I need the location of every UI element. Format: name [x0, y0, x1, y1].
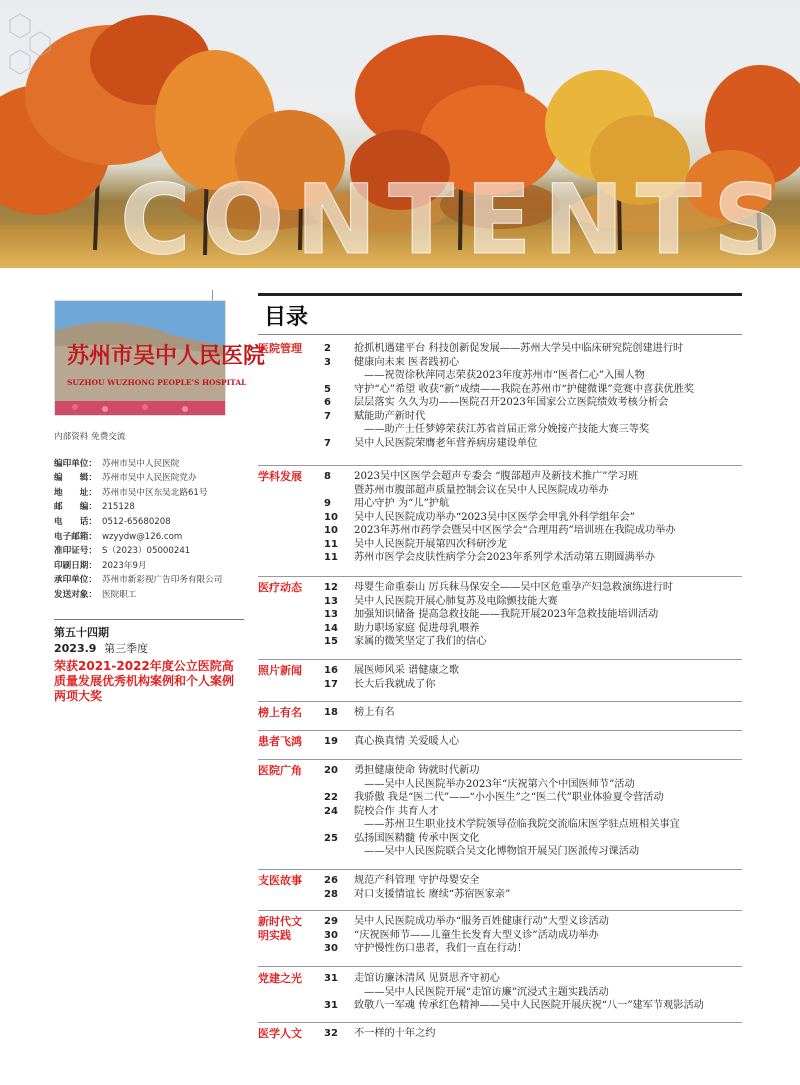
issue-date-line	[54, 641, 148, 657]
toc-entry[interactable]	[324, 706, 742, 720]
toc-entry[interactable]	[324, 942, 742, 956]
toc-entry[interactable]	[324, 888, 742, 902]
toc-entry-title: 赋能助产新时代	[354, 410, 426, 422]
toc-section-divider	[258, 701, 742, 702]
toc-entry[interactable]	[324, 791, 742, 805]
toc-page-number: 13	[324, 609, 338, 620]
toc-entry-title: 展医师风采 谱健康之歌	[354, 665, 460, 676]
toc-page-number: 30	[324, 943, 338, 954]
toc-section-divider	[258, 910, 742, 911]
toc-page-number: 13	[324, 595, 338, 607]
toc-category: 医疗动态	[258, 581, 302, 594]
toc-entry-title: 母婴生命重泰山 厉兵秣马保安全——吴中区危重孕产妇急救演练进行时	[354, 582, 674, 593]
toc-title-rule	[258, 334, 742, 335]
toc-entry[interactable]	[324, 622, 742, 636]
toc-entry-title: 吴中人民医院开展心肺复苏及电除颤技能大赛	[354, 595, 558, 607]
toc-entry-title: 长大后我就成了你	[354, 678, 436, 690]
toc-entries	[324, 764, 742, 859]
toc-entry-title: 对口支援情谊长 赓续“苏宿医家亲”	[354, 888, 511, 900]
toc-entry[interactable]	[324, 511, 742, 525]
issue-info	[54, 625, 148, 657]
toc-category: 医院广角	[258, 764, 302, 777]
toc-top-rule	[258, 293, 742, 296]
toc-entry-title: 致敬八一军魂 传承红色精神——吴中人民医院开展庆祝“八一”建军节观影活动	[354, 1000, 704, 1011]
toc-section-divider	[258, 730, 742, 731]
toc-entry[interactable]	[324, 484, 742, 498]
cover-banner	[0, 0, 800, 276]
toc-entry[interactable]	[324, 497, 742, 511]
toc-entry[interactable]	[324, 470, 742, 484]
info-row: 电子邮箱： wzyydw@126.com	[54, 531, 183, 542]
info-row: 编印单位： 苏州市吴中人民医院	[54, 458, 180, 469]
info-row: 发送对象： 医院职工	[54, 589, 137, 600]
toc-entry-title: ——吴中人民医院开展“走馆访廉”沉浸式主题实践活动	[364, 986, 609, 998]
toc-entry-title: 家属的微笑坚定了我们的信心	[354, 636, 487, 647]
toc-entries	[324, 342, 742, 450]
toc-entry[interactable]	[324, 972, 742, 986]
toc-entry[interactable]	[324, 1027, 742, 1041]
toc-page-number: 25	[324, 832, 338, 844]
toc-page-number: 19	[324, 736, 338, 747]
toc-entry-title: 层层落实 久久为功——医院召开2023年国家公立医院绩效考核分析会	[354, 397, 669, 408]
toc-page-number: 5	[324, 383, 331, 395]
issue-date: 2023.9	[54, 642, 97, 655]
toc-entry[interactable]	[324, 832, 742, 846]
toc-category: 榜上有名	[258, 706, 302, 719]
info-row: 邮 编： 215128	[54, 502, 135, 513]
toc-category: 学科发展	[258, 470, 302, 483]
info-row: 印刷日期： 2023年9月	[54, 560, 147, 571]
toc-page-number: 7	[324, 437, 331, 449]
toc-page-number: 3	[324, 356, 331, 368]
toc-entry-title: 加强知识储备 提高急救技能——我院开展2023年急救技能培训活动	[354, 609, 659, 620]
toc-entry[interactable]	[324, 845, 742, 859]
toc-entry[interactable]	[324, 678, 742, 692]
toc-section-divider	[258, 869, 742, 870]
toc-entry-title: 不一样的十年之约	[354, 1028, 436, 1039]
toc-entry-title: “庆祝医师节——儿童生长发育大型义诊”活动成功举办	[354, 929, 599, 941]
toc-entry-title: 暨苏州市腹部超声质量控制会议在吴中人民医院成功举办	[354, 484, 609, 496]
toc-entries	[324, 664, 742, 691]
toc-entry-title: 守护慢性伤口患者，我们一直在行动！	[354, 943, 528, 954]
toc-page-number: 20	[324, 765, 338, 776]
toc-page-number: 7	[324, 410, 331, 422]
toc-page-number: 31	[324, 1000, 338, 1011]
toc-entry[interactable]	[324, 664, 742, 678]
toc-entries	[324, 706, 742, 720]
toc-entry-title: ——吴中人民医院联合吴文化博物馆开展吴门医派传习课活动	[364, 846, 640, 857]
toc-page-number: 31	[324, 973, 338, 984]
toc-page-number: 6	[324, 397, 331, 408]
toc-entries	[324, 581, 742, 649]
toc-entry-title: ——助产士任梦婷荣获江苏省首届正常分娩接产技能大赛三等奖	[364, 424, 650, 435]
toc-entry-title: 吴中人民医院成功举办“服务百姓健康行动”大型义诊活动	[354, 916, 609, 927]
toc-entry-title: 弘扬国医精髓 传承中医文化	[354, 832, 480, 844]
toc-category: 新时代文明实践	[258, 915, 302, 942]
toc-entry[interactable]	[324, 874, 742, 888]
sign-chinese-text: 苏州市吴中人民医院	[67, 343, 266, 369]
toc-entries	[324, 874, 742, 901]
toc-entry-title: 苏州市医学会皮肤性病学分会2023年系列学术活动第五期圆满举办	[354, 552, 655, 563]
toc-category: 患者飞鸿	[258, 735, 302, 748]
toc-entry-title: 院校合作 共育人才	[354, 805, 439, 817]
toc-entries	[324, 972, 742, 1013]
toc-entry-title: 助力职场家庭 促进母乳喂养	[354, 622, 480, 634]
toc-entry-title: 抢抓机遇建平台 科技创新促发展——苏州大学吴中临床研究院创建进行时	[354, 343, 684, 354]
toc-entry[interactable]	[324, 764, 742, 778]
issue-divider	[54, 619, 244, 620]
toc-category: 照片新闻	[258, 664, 302, 677]
issue-quarter: 第三季度	[104, 642, 149, 655]
toc-entries	[324, 735, 742, 749]
toc-entries	[324, 915, 742, 956]
toc-entry[interactable]	[324, 999, 742, 1013]
info-row: 编 辑： 苏州市吴中人民医院党办	[54, 473, 197, 484]
toc-page-number: 24	[324, 805, 338, 817]
toc-entry[interactable]	[324, 410, 742, 424]
toc-entry-title: 我骄傲 我是“医二代”——“小小医生”之“医二代”职业体验夏令营活动	[354, 792, 664, 803]
toc-entry[interactable]	[324, 356, 742, 370]
toc-page-number: 11	[324, 538, 338, 550]
toc-entry-title: 吴中人民医院开展第四次科研沙龙	[354, 538, 507, 550]
toc-entries	[324, 1027, 742, 1041]
toc-entry-title: 健康向未来 医者践初心	[354, 356, 460, 368]
toc-entry[interactable]	[324, 915, 742, 929]
toc-entry-title: ——祝贺徐秋萍同志荣获2023年度苏州市“医者仁心”入围人物	[364, 370, 645, 381]
toc-page-number: 30	[324, 929, 338, 941]
toc-entry[interactable]	[324, 805, 742, 819]
toc-page-number: 11	[324, 552, 338, 563]
toc-entry-title: 真心换真情 关爱暖人心	[354, 736, 460, 747]
toc-entry-title: 榜上有名	[354, 707, 395, 718]
toc-entry[interactable]	[324, 524, 742, 538]
info-row: 电 话： 0512-65680208	[54, 516, 171, 527]
toc-entry[interactable]	[324, 383, 742, 397]
toc-page-number: 26	[324, 875, 338, 886]
toc-entry[interactable]	[324, 437, 742, 451]
toc-page-number: 10	[324, 511, 338, 523]
toc-entry-title: ——苏州卫生职业技术学院领导莅临我院交流临床医学驻点班相关事宜	[364, 819, 680, 830]
contents-watermark: CONTENTS	[120, 164, 795, 276]
toc-page-number: 10	[324, 525, 338, 536]
toc-entry[interactable]	[324, 538, 742, 552]
issue-number: 第五十四期	[54, 626, 109, 639]
toc-title: 目录	[264, 305, 309, 330]
toc-entry[interactable]	[324, 423, 742, 437]
publication-info	[54, 430, 254, 603]
toc-page-number: 16	[324, 665, 338, 676]
toc-entry[interactable]	[324, 608, 742, 622]
toc-entry[interactable]	[324, 778, 742, 792]
toc-entry-title: 用心守护 为“儿”护航	[354, 498, 450, 509]
award-note: 荣获2021-2022年度公立医院高质量发展优秀机构案例和个人案例两项大奖	[54, 659, 235, 703]
toc-section-divider	[258, 759, 742, 760]
sign-english-text: SUZHOU WUZHONG PEOPLE'S HOSPITAL	[67, 378, 247, 387]
toc-entry[interactable]	[324, 929, 742, 943]
free-exchange-note: 内部资料 免费交流	[54, 432, 126, 442]
toc-page-number: 12	[324, 582, 338, 593]
toc-section-divider	[258, 465, 742, 466]
toc-entry-title: 吴中人民医院荣膺老年营养病房建设单位	[354, 437, 538, 449]
toc-page-number: 8	[324, 471, 331, 482]
toc-entry-title: 勇担健康使命 铸就时代新功	[354, 765, 480, 776]
toc-category: 支医故事	[258, 874, 302, 887]
toc-page-number: 32	[324, 1028, 338, 1039]
toc-category: 党建之光	[258, 972, 302, 985]
toc-entry-title: 规范产科管理 守护母婴安全	[354, 875, 480, 886]
toc-entry[interactable]	[324, 818, 742, 832]
toc-entry-title: 2023吴中区医学会超声专委会 “腹部超声及新技术推广”学习班	[354, 471, 639, 482]
toc-page-number: 17	[324, 678, 338, 690]
toc-entry-title: 2023年苏州市药学会暨吴中区医学会“合理用药”培训班在我院成功举办	[354, 525, 676, 536]
toc-section-divider	[258, 966, 742, 967]
toc-page-number: 18	[324, 707, 338, 718]
toc-page-number: 9	[324, 498, 331, 509]
toc-entry[interactable]	[324, 635, 742, 649]
toc-page-number: 14	[324, 622, 338, 634]
toc-section-divider	[258, 1022, 742, 1023]
toc-entry-title: 走馆访廉沐清风 见贤思齐守初心	[354, 973, 500, 984]
toc-page-number: 28	[324, 888, 338, 900]
toc-entry[interactable]	[324, 396, 742, 410]
info-row: 地 址： 苏州市吴中区东吴北路61号	[54, 487, 208, 498]
info-row: 承印单位： 苏州市新彩视广告印务有限公司	[54, 575, 223, 586]
toc-entry-title: 守护“心”希望 收获“新”成绩——我院在苏州市“护健微课”竞赛中喜获优胜奖	[354, 383, 695, 395]
hospital-sign-photo	[54, 300, 266, 416]
toc-entry-title: 吴中人民医院成功举办“2023吴中区医学会甲乳外科学组年会”	[354, 511, 635, 523]
toc-category: 医学人文	[258, 1027, 302, 1040]
toc-page-number: 2	[324, 343, 331, 354]
toc-entries	[324, 470, 742, 565]
toc-section-divider	[258, 659, 742, 660]
toc-entry[interactable]	[324, 369, 742, 383]
info-row: 准印证号： S（2023）05000241	[54, 546, 191, 557]
toc-category: 医院管理	[258, 342, 302, 355]
toc-entry[interactable]	[324, 581, 742, 595]
toc-section-divider	[258, 576, 742, 577]
toc-entry[interactable]	[324, 595, 742, 609]
toc-page-number: 22	[324, 792, 338, 803]
toc-page-number: 29	[324, 916, 338, 927]
toc-entry[interactable]	[324, 735, 742, 749]
toc-entry[interactable]	[324, 986, 742, 1000]
toc-entry-title: ——吴中人民医院举办2023年“庆祝第六个中国医师节”活动	[364, 778, 635, 790]
toc-entry[interactable]	[324, 342, 742, 356]
toc-entry[interactable]	[324, 551, 742, 565]
toc-page-number: 15	[324, 636, 338, 647]
